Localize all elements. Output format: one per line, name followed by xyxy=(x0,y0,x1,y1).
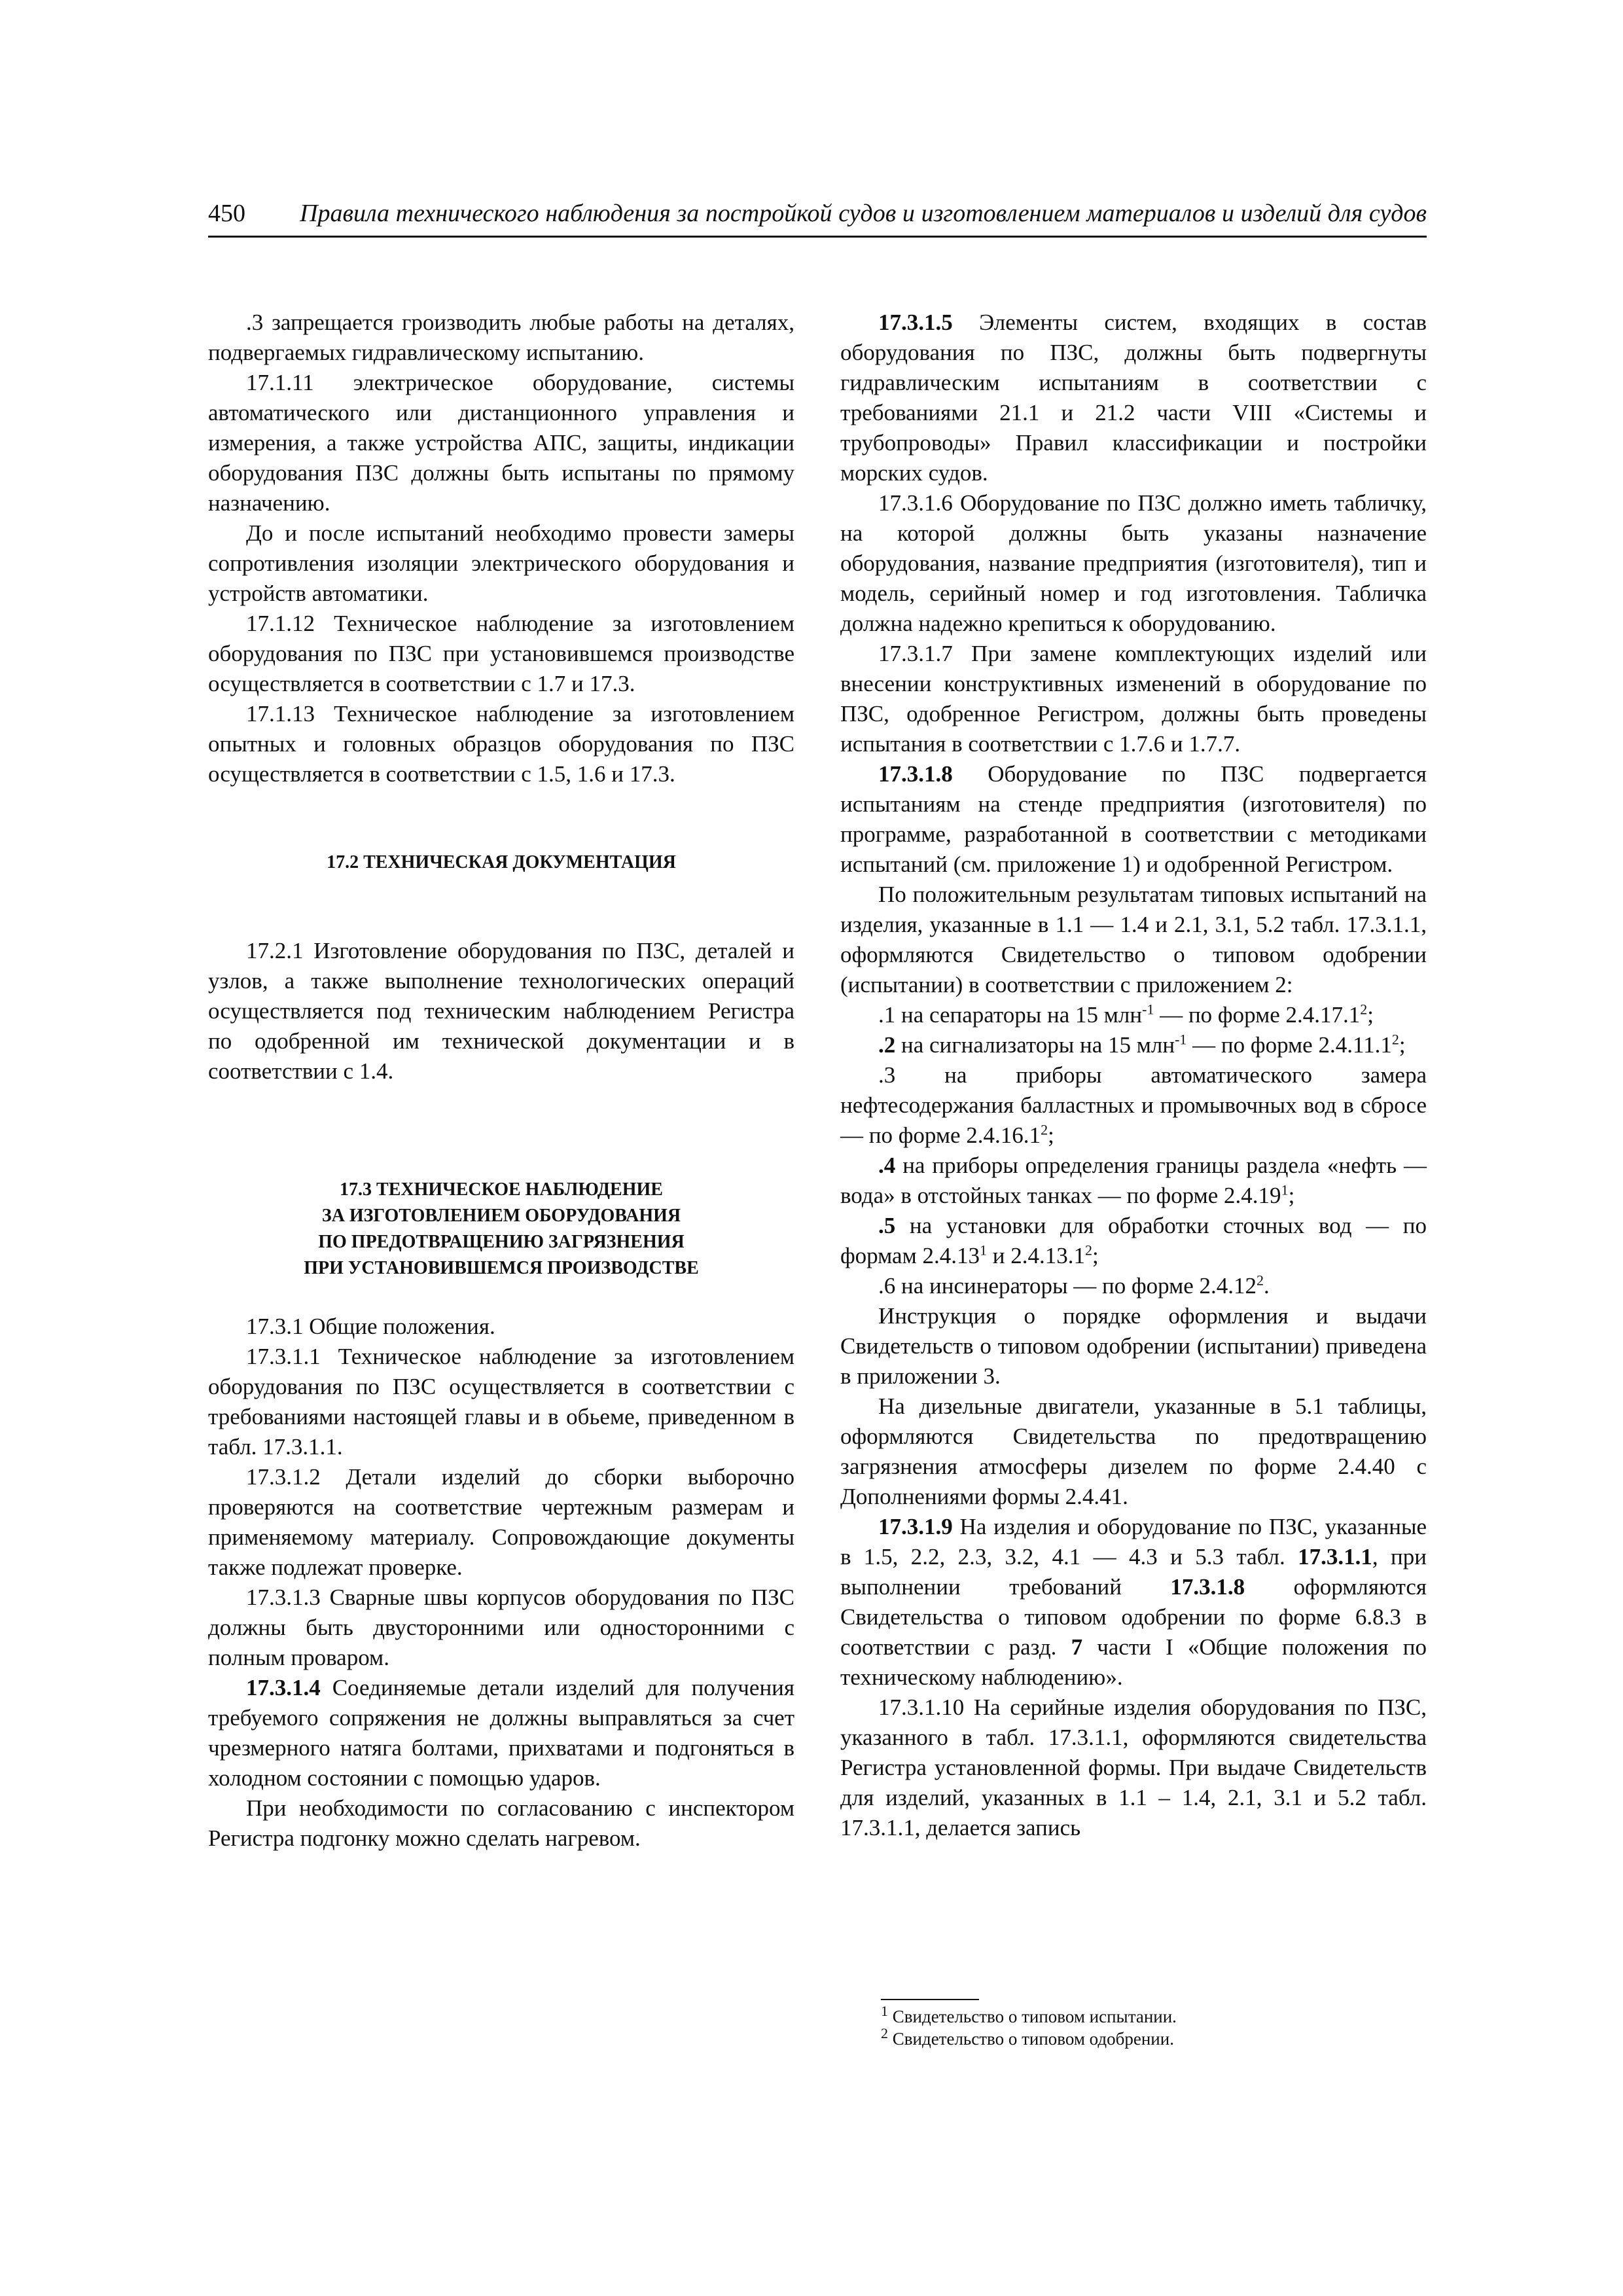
paragraph: Инструкция о порядке оформления и выдачи Свидетельств о типовом одобрении (испытании) приведена в приложении 3. xyxy=(840,1303,1427,1389)
clause-text: Элементы систем, входящих в состав оборудования по ПЗС, должны быть подвергнуты гидравлическим испытаниям в соответствии с требованиями 21.1 и 21.2 части VIII «Системы и трубопроводы» Правил классификации и постройки морских судов. xyxy=(840,310,1427,486)
paragraph: 17.3.1.10 На серийные изделия оборудования по ПЗС, указанного в табл. 17.3.1.1, оформляются свидетельства Регистра установленной формы. При выдаче Свидетельств для изделий, указанных в 1.1 – 1.4, 2.1, 3.1 и 5.2 табл. 17.3.1.1, делается запись xyxy=(840,1695,1427,1840)
clause-number: 17.3.1.9 xyxy=(878,1514,953,1539)
heading-line: 17.3 ТЕХНИЧЕСКОЕ НАБЛЮДЕНИЕ xyxy=(340,1179,663,1200)
paragraph: На дизельные двигатели, указанные в 5.1 таблицы, оформляются Свидетельства по предотвращению загрязнения атмосферы дизелем по форме 2.4.40 с Дополнениями формы 2.4.41. xyxy=(840,1393,1427,1509)
paragraph: 17.3.1.9 На изделия и оборудование по ПЗС, указанные в 1.5, 2.2, 2.3, 3.2, 4.1 — 4.3 и 5.3 табл. 17.3.1.1, при выполнении требований 17.3.1.8 оформляются Свидетельства о типовом одобрении по форме 6.8.3 в соответствии с разд. 7 части I «Общие положения по техническому наблюдению». xyxy=(840,1514,1427,1690)
right-column xyxy=(840,308,1427,1843)
heading-line: ПО ПРЕДОТВРАЩЕНИЮ ЗАГРЯЗНЕНИЯ xyxy=(318,1232,685,1252)
paragraph: 17.1.12 Техническое наблюдение за изготовлением оборудования по ПЗС при установившемся производстве осуществляется в соответствии с 1.7 и 17.3. xyxy=(208,611,794,696)
page-number: 450 xyxy=(208,200,245,227)
paragraph: .3 запрещается гроизводить любые работы на деталях, подвергаемых гидравлическому испытанию. xyxy=(208,310,794,365)
footnote-ref: 2 xyxy=(1360,1001,1368,1018)
list-item: .1 на сепараторы на 15 млн$^{-1}$ — по форме 2.4.17.1$^2$; xyxy=(878,1001,1374,1028)
footnotes xyxy=(840,1999,1427,2050)
paragraph: По положительным результатам типовых испытаний на изделия, указанные в 1.1 — 1.4 и 2.1, 3.1, 5.2 табл. 17.3.1.1, оформляются Свидетельство о типовом одобрении (испытании) в соответствии с приложением 2: xyxy=(840,882,1427,997)
page-header xyxy=(208,196,1427,238)
clause-number: 17.3.1.4 xyxy=(246,1675,321,1700)
footnote-ref: 2 xyxy=(1257,1272,1264,1289)
list-item: .4 на приборы определения границы раздела «нефть — вода» в отстойных танках — по форме 2.4.19$^1$; xyxy=(840,1153,1427,1208)
clause-text: Оборудование по ПЗС подвергается испытаниям на стенде предприятия (изготовителя) по программе, разработанной в соответствии с методиками испытаний (см. приложение 1) и одобренной Регистром. xyxy=(840,761,1427,877)
heading-line: ПРИ УСТАНОВИВШЕМСЯ ПРОИЗВОДСТВЕ xyxy=(304,1258,699,1278)
list-item: .2 на сигнализаторы на 15 млн$^{-1}$ — по форме 2.4.11.1$^2$; xyxy=(878,1031,1406,1058)
clause-number: 17.3.1.5 xyxy=(878,310,953,335)
paragraph: 17.1.13 Техническое наблюдение за изготовлением опытных и головных образцов оборудования по ПЗС осуществляется в соответствии с 1.5, 1.6 и 17.3. xyxy=(208,701,794,787)
section-heading-17-3 xyxy=(208,1177,794,1282)
list-item: .3 на приборы автоматического замера нефтесодержания балластных и промывочных вод в сбросе — по форме 2.4.16.1$^2$; xyxy=(840,1062,1427,1148)
clause-text: Соединяемые детали изделий для получения требуемого сопряжения не должны выправляться за счет чрезмерного натяга болтами, прихватами и подгоняться в холодном состоянии с помощью ударов. xyxy=(208,1675,794,1791)
footnote-ref: 2 xyxy=(1084,1242,1092,1259)
footnote-divider xyxy=(881,1999,979,2000)
footnote: $^1$ Свидетельство о типовом испытании. xyxy=(881,2003,1177,2026)
paragraph: При необходимости по согласованию с инспектором Регистра подгонку можно сделать нагревом. xyxy=(208,1795,794,1851)
list-item: .6 на инсинераторы — по форме 2.4.12$^2$. xyxy=(878,1272,1270,1299)
paragraph: 17.2.1 Изготовление оборудования по ПЗС, деталей и узлов, а также выполнение технологических операций осуществляется под техническим наблюдением Регистра по одобренной им технической документации и в соответствии с 1.4. xyxy=(208,938,794,1084)
list-item: .5 на установки для обработки сточных вод — по формам 2.4.13$^1$ и 2.4.13.1$^2$; xyxy=(840,1213,1427,1268)
paragraph: 17.3.1 Общие положения. xyxy=(246,1314,495,1339)
footnote-ref: 1 xyxy=(980,1242,987,1259)
footnote: $^2$ Свидетельство о типовом одобрении. xyxy=(881,2025,1174,2049)
paragraph xyxy=(208,1673,794,1793)
running-title: Правила технического наблюдения за постройкой судов и изготовлением материалов и изделий для судов xyxy=(300,200,1427,227)
paragraph xyxy=(840,759,1427,880)
section-heading-17-2: 17.2 ТЕХНИЧЕСКАЯ ДОКУМЕНТАЦИЯ xyxy=(327,852,676,872)
footnote-ref: 1 xyxy=(1281,1181,1289,1198)
paragraph xyxy=(840,308,1427,488)
paragraph: До и после испытаний необходимо провести замеры сопротивления изоляции электрического оборудования и устройств автоматики. xyxy=(208,520,794,606)
footnote-ref: 2 xyxy=(1391,1031,1399,1048)
left-column xyxy=(208,308,794,1854)
heading-line: ЗА ИЗГОТОВЛЕНИЕМ ОБОРУДОВАНИЯ xyxy=(321,1206,681,1226)
paragraph: 17.3.1.2 Детали изделий до сборки выборочно проверяются на соответствие чертежным размерам и применяемому материалу. Сопровождающие документы также подлежат проверке. xyxy=(208,1464,794,1580)
paragraph: 17.3.1.7 При замене комплектующих изделий или внесении конструктивных изменений в оборудование по ПЗС, одобренное Регистром, должны быть проведены испытания в соответствии с 1.7.6 и 1.7.7. xyxy=(840,641,1427,757)
paragraph: 17.1.11 электрическое оборудование, системы автоматического или дистанционного управления и измерения, а также устройства АПС, защиты, индикации оборудования ПЗС должны быть испытаны по прямому назначению. xyxy=(208,370,794,516)
paragraph: 17.3.1.1 Техническое наблюдение за изготовлением оборудования по ПЗС осуществляется в соответствии с требованиями настоящей главы и в обьеме, приведенном в табл. 17.3.1.1. xyxy=(208,1344,794,1460)
paragraph: 17.3.1.6 Оборудование по ПЗС должно иметь табличку, на которой должны быть указаны назначение оборудования, название предприятия (изготовителя), тип и модель, серийный номер и год изготовления. Табличка должна надежно крепиться к оборудованию. xyxy=(840,490,1427,636)
footnote-ref: 2 xyxy=(1041,1121,1048,1138)
clause-number: 17.3.1.8 xyxy=(878,761,953,787)
paragraph: 17.3.1.3 Сварные швы корпусов оборудования по ПЗС должны быть двусторонними или односторонними с полным проваром. xyxy=(208,1585,794,1670)
